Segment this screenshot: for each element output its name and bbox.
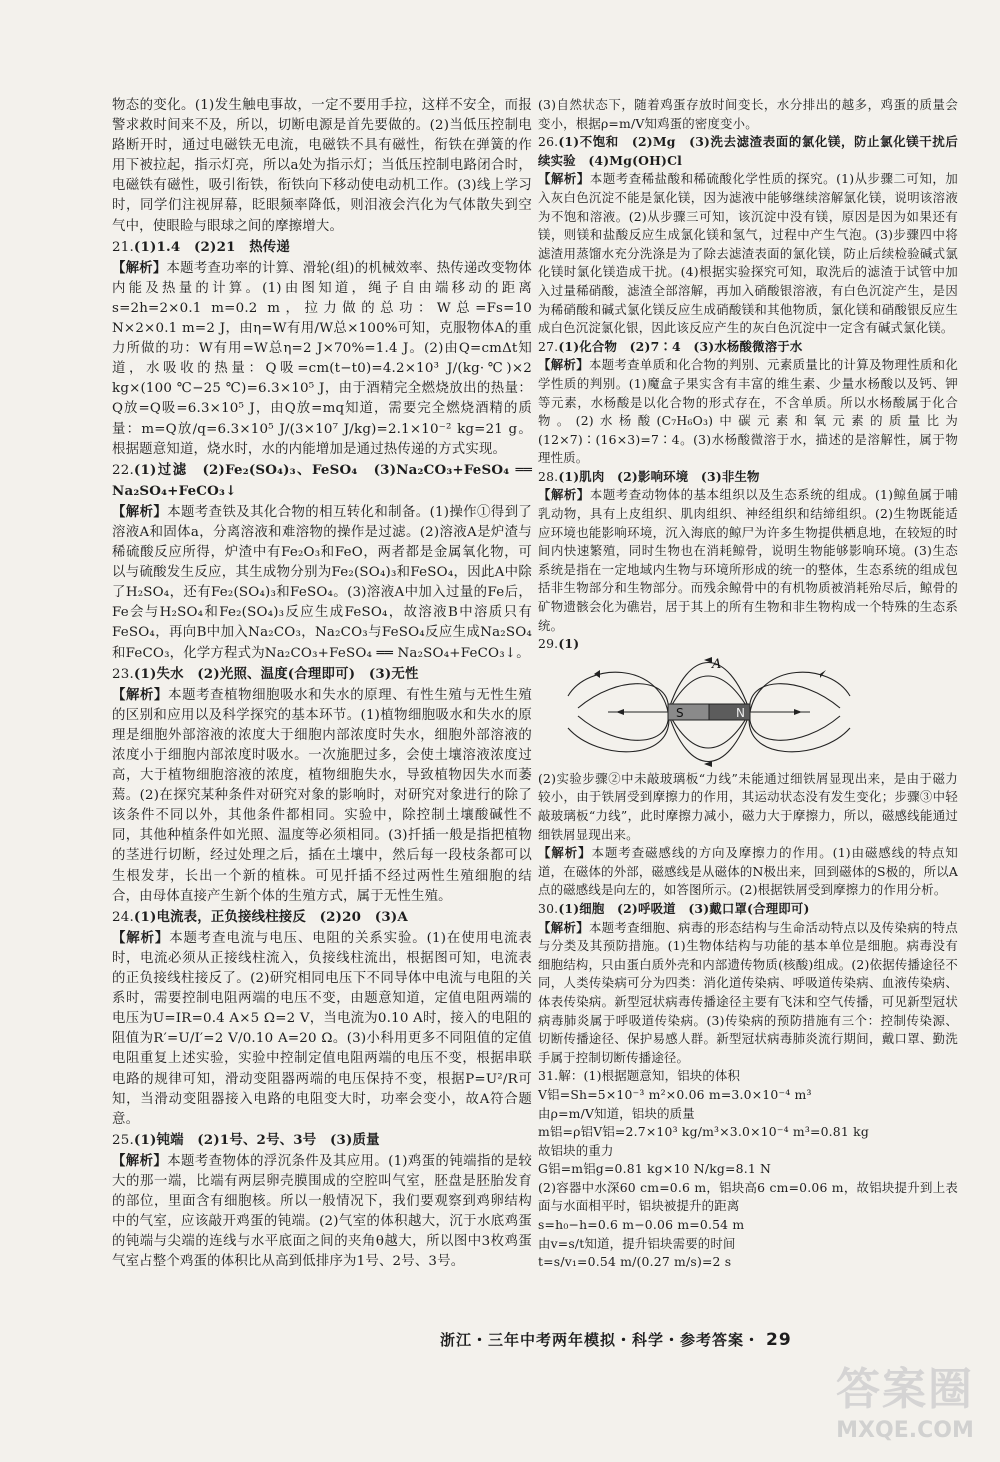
q22-number: 22. [112,462,134,478]
q24-answer: (1)电流表，正负接线柱接反 (2)20 (3)A [133,908,408,925]
q26-answer: (1)不饱和 (2)Mg (3)洗去滤渣表面的氯化镁，防止氯化镁干扰后续实验 (4)Mg(OH)Cl [538,134,958,168]
q20-continuation: 物态的变化。(1)发生触电事故，一定不要用手拉，这样不安全，而报警求救时间来不及，所以，切断电源是首先要做的。(2)当低压控制电路断开时，通过电磁铁无电流，电磁铁不具有磁性，衔铁在弹簧的作用下被拉起，指示灯亮，所以a处为指示灯；当低压控制电路闭合时，电磁铁有磁性，吸引衔铁，衔铁向下移动使电动机工作。(3)线上学习时，同学们注视屏幕，眨眼频率降低，则泪液会汽化为气体散失到空气中，使眼睑与眼球之间的摩擦增大。 [112,98,532,234]
q30-analysis-text: 本题考查细胞、病毒的形态结构与生命活动特点以及传染病的特点与分类及其预防措施。(1)生物体结构与功能的基本单位是细胞。病毒没有细胞结构，只由蛋白质外壳和内部遗传物质(核酸)组成。(2)依据传播途径不同，人类传染病可分为四类：消化道传染病、呼吸道传染病、血液传染病、体表传染病。新型冠状病毒传播途径主要有飞沫和空气传播，可见新型冠状病毒肺炎属于呼吸道传染病。(3)传染病的预防措施有三个：控制传染源、切断传播途径、保护易感人群。新型冠状病毒肺炎流行期间，戴口罩、勤洗手属于控制切断传播途径。 [538,919,958,1065]
q25-analysis-text: 本题考查物体的浮沉条件及其应用。(1)鸡蛋的钝端指的是较大的那一端，比端有两层卵壳膜围成的空腔叫气室，胚盘是胚胎发育的部位，里面含有细胞核。所以一般情况下，我们要观察到鸡卵结构中的气室，应该敲开鸡蛋的钝端。(2)气室的体积越大，沉于水底鸡蛋的钝端与尖端的连线与水平底面之间的夹角θ越大，所以图中3枚鸡蛋气室占整个鸡蛋的体积比从高到低排序为1号、2号、3号。 [112,1153,532,1270]
q31-line: 故铝块的重力 [538,1142,614,1158]
q29-number: 29. [538,636,559,652]
analysis-tag: 【解析】 [112,259,167,276]
analysis-tag: 【解析】 [112,1152,168,1169]
footer-label: 浙江・三年中考两年模拟・科学・参考答案・ [440,1331,761,1349]
q21-answer: (1)1.4 (2)21 热传递 [133,238,290,255]
analysis-tag: 【解析】 [538,919,589,935]
q27-item [538,338,958,357]
pole-s-label: S [676,705,684,720]
q31-line: m铝=ρ铝V铝=2.7×10³ kg/m³×3.0×10⁻⁴ m³=0.81 kg [538,1124,869,1140]
q30-number: 30. [538,900,559,916]
q29-analysis [538,844,958,900]
analysis-tag: 【解析】 [112,686,169,703]
magnet-field-figure [538,656,958,768]
q25-answer: (1)钝端 (2)1号、2号、3号 (3)质量 [133,1131,380,1148]
q31-line: V铝=Sh=5×10⁻³ m²×0.06 m=3.0×10⁻⁴ m³ [538,1086,812,1102]
q24-analysis-text: 本题考查电流与电压、电阻的关系实验。(1)在使用电流表时，电流必须从正接线柱流入，负接线柱流出，根据图可知，电流表的正负接线柱接反了。(2)研究相同电压下不同导体中电流与电阻的关系时，需要控制电阻两端的电压不变，由题意知道，定值电阻两端的电压为U=IR=0.4 A×5 Ω=2 V，当电流为0.10 A时，接入的电阻的阻值为R′=U/I′=2 V/0.10 A=20 Ω。(3)小科用更多不同阻值的定值电阻重复上述实验，实验中控制定值电阻两端的电压不变，根据串联电路的规律可知，滑动变阻器两端的电压保持不变，根据P=U²/R可知，当滑动变阻器接入电路的电阻变大时，功率会变小，故A符合题意。 [112,930,532,1127]
q27-number: 27. [538,338,559,354]
q29-analysis-text: 本题考查磁感线的方向及摩擦力的作用。(1)由磁感线的特点知道，在磁体的外部，磁感线是从磁体的N极出来，回到磁体的S极的，所以A点的磁感线是向左的，如答图所示。(2)根据铁屑受到摩擦力的作用分析。 [538,845,958,898]
q21-analysis [112,258,532,460]
q24-analysis [112,928,532,1130]
q26-number: 26. [538,134,559,150]
q31-line: s=h₀−h=0.6 m−0.06 m=0.54 m [538,1217,745,1233]
q31-line: (2)容器中水深60 cm=0.6 m，铝块高6 cm=0.06 m，故铝块提升到上表面与水面相平时，铝块被提升的距离 [538,1179,958,1214]
q28-item [538,468,958,487]
analysis-tag: 【解析】 [538,845,592,861]
analysis-tag: 【解析】 [538,487,590,503]
q22-answer: (1)过滤 (2)Fe₂(SO₄)₃、FeSO₄ (3)Na₂CO₃+FeSO₄ ══ Na₂SO₄+FeCO₃↓ [112,461,532,499]
pole-n-label: N [736,705,746,720]
q28-analysis [538,486,958,635]
q22-analysis-text: 本题考查铁及其化合物的相互转化和制备。(1)操作①得到了溶液A和固体a，分离溶液和难溶物的操作是过滤。(2)溶液A是炉渣与稀硫酸反应所得，炉渣中有Fe₂O₃和FeO，两者都是金属氧化物，可以与硫酸发生反应，其生成物分别为Fe₂(SO₄)₃和FeSO₄，因此A中除了H₂SO₄，还有Fe₂(SO₄)₃和FeSO₄。(3)溶液A中加入过量的Fe后，Fe会与H₂SO₄和Fe₂(SO₄)₃反应生成FeSO₄，故溶液B中溶质只有FeSO₄，再向B中加入Na₂CO₃，Na₂CO₃与FeSO₄反应生成Na₂SO₄和FeCO₃，化学方程式为Na₂CO₃+FeSO₄ ══ Na₂SO₄+FeCO₃↓。 [112,504,532,661]
q23-answer: (1)失水 (2)光照、温度(合理即可) (3)无性 [133,665,419,682]
q28-number: 28. [538,468,559,484]
page-number: 29 [766,1330,792,1350]
q25-number: 25. [112,1132,134,1148]
q30-analysis [538,919,958,1068]
q27-answer: (1)化合物 (2)7∶4 (3)水杨酸微溶于水 [558,338,803,354]
q28-analysis-text: 本题考查动物体的基本组织以及生态系统的组成。(1)鲸鱼属于哺乳动物，具有上皮组织、肌肉组织、神经组织和结缔组织。(2)生物既能适应环境也能影响环境，沉入海底的鲸尸为许多生物提供栖息地，在较短的时间内快速繁殖，同时生物也在消耗鲸骨，说明生物能够影响环境。(3)生态系统是指在一定地域内生物与环境所形成的统一的整体，生态系统的组成包括非生物部分和生物部分。而残余鲸骨中的有机物质被消耗殆尽后，鲸骨的矿物遗骸会化为礁岩，居于其上的所有生物和非生物构成一个特殊的生态系统。 [538,487,958,633]
q25-continuation: (3)自然状态下，随着鸡蛋存放时间变长，水分排出的越多，鸡蛋的质量会变小，根据ρ=m/V知鸡蛋的密度变小。 [538,97,958,131]
q23-item [112,664,532,685]
q22-item [112,460,532,502]
q27-analysis [538,356,958,468]
q22-analysis [112,502,532,664]
q21-number: 21. [112,239,134,255]
right-column [538,96,958,1272]
bar-magnet-diagram [538,656,958,768]
q23-number: 23. [112,666,134,682]
q26-item [538,133,958,170]
q31-number: 31. [538,1068,559,1084]
point-a-label: A [712,656,722,672]
analysis-tag: 【解析】 [112,503,168,520]
magnet-s-half [668,704,709,720]
q27-analysis-text: 本题考查单质和化合物的判别、元素质量比的计算及物理性质和化学性质的判别。(1)魔盒子果实含有丰富的维生素、少量水杨酸以及钙、钾等元素，水杨酸是以化合物的形式存在，不含单质。所以水杨酸属于化合物。(2)水杨酸(C₇H₆O₃)中碳元素和氧元素的质量比为(12×7)∶(16×3)=7∶4。(3)水杨酸微溶于水，描述的是溶解性，属于物理性质。 [538,357,958,466]
left-column [112,96,532,1272]
q29-part2: (2)实验步骤②中未敲玻璃板“力线”未能通过细铁屑显现出来，是由于磁力较小，由于铁屑受到摩擦力的作用，其运动状态没有发生变化；步骤③中轻敲玻璃板“力线”，此时摩擦力减小，磁力大于摩擦力，所以，磁感线能通过细铁屑显现出来。 [538,770,958,842]
q26-analysis [538,170,958,337]
q23-analysis [112,685,532,907]
q30-item [538,900,958,919]
q28-answer: (1)肌肉 (2)影响环境 (3)非生物 [558,468,760,484]
analysis-tag: 【解析】 [538,171,590,187]
q31-line: 由ρ=m/V知道，铝块的质量 [538,1105,695,1121]
q25-analysis [112,1151,532,1273]
watermark-url: MXQE.COM [836,1418,974,1443]
q25-item [112,1130,532,1151]
site-watermark [820,1362,990,1452]
q21-item [112,237,532,258]
q24-number: 24. [112,909,134,925]
q31-line: 由v=s/t知道，提升铝块需要的时间 [538,1235,736,1251]
q31-line: t=s/v₁=0.54 m/(0.27 m/s)=2 s [538,1254,732,1270]
analysis-tag: 【解析】 [538,357,589,373]
watermark-logo: 答案圈 [836,1364,974,1415]
q23-analysis-text: 本题考查植物细胞吸水和失水的原理、有性生殖与无性生殖的区别和应用以及科学探究的基本环节。(1)植物细胞吸水和失水的原理是细胞外部溶液的浓度大于细胞内部浓度时失水，细胞外部溶液的浓度小于细胞内部浓度时吸水。一次施肥过多，会使土壤溶液浓度过高，大于植物细胞溶液的浓度，植物细胞失水，导致植物因失水而萎蔫。(2)在探究某种条件对研究对象的影响时，对研究对象进行的除了该条件不同以外，其他条件都相同。实验中，除控制土壤酸碱性不同，其他种植条件如光照、温度等必须相同。(3)扦插一般是指把植物的茎进行切断，经过处理之后，插在土壤中，然后每一段枝条都可以生根发芽，长出一个新的植株。可见扦插不经过两性生殖细胞的结合，由母体直接产生新个体的生殖方式，属于无性生殖。 [112,687,532,904]
analysis-tag: 【解析】 [112,929,170,946]
q31-line: G铝=m铝g=0.81 kg×10 N/kg=8.1 N [538,1161,772,1177]
q31-item [538,1067,958,1086]
q29-answer: (1) [558,636,580,652]
q30-answer: (1)细胞 (2)呼吸道 (3)戴口罩(合理即可) [558,900,810,916]
q26-analysis-text: 本题考查稀盐酸和稀硫酸化学性质的探究。(1)从步骤二可知，加入灰白色沉淀不能是氯化镁，因为滤液中能够继续溶解氯化镁，说明该溶液为不饱和溶液。(2)从步骤三可知，该沉淀中没有镁，原因是因为如果还有镁，则镁和盐酸反应生成氯化镁和氢气，过程中产生气泡。(3)步骤四中将滤渣用蒸馏水充分洗涤是为了除去滤渣表面的氯化镁，防止后续检验碱式氯化镁时氯化镁造成干扰。(4)根据实验探究可知，取洗后的滤渣于试管中加入过量稀硝酸，滤渣全部溶解，再加入硝酸银溶液，有白色沉淀产生，是因为稀硝酸和碱式氯化镁反应生成硝酸镁和其他物质，氯化镁和硝酸银反应生成白色沉淀氯化银，因此该反应产生的灰白色沉淀中一定含有碱式氯化镁。 [538,171,958,336]
page-footer [440,1329,840,1350]
q21-analysis-text: 本题考查功率的计算、滑轮(组)的机械效率、热传递改变物体内能及热量的计算。(1)由图知道，绳子自由端移动的距离s=2h=2×0.1 m=0.2 m，拉力做的总功：W总=Fs=10 N×2×0.1 m=2 J，由η=W有用/W总×100%可知，克服物体A的重力所做的功：W有用=W总η=2 J×70%=1.4 J。(2)由Q=cmΔt知道，水吸收的热量：Q吸=cm(t−t0)=4.2×10³ J/(kg·℃)×2 kg×(100 ℃−25 ℃)=6.3×10⁵ J，由于酒精完全燃烧放出的热量：Q放=Q吸=6.3×10⁵ J，由Q放=mq知道，需要完全燃烧酒精的质量：m=Q放/q=6.3×10⁵ J/(3×10⁷ J/kg)=2.1×10⁻² kg=21 g。根据题意知道，烧水时，水的内能增加是通过热传递的方式实现。 [112,260,532,457]
q31-line-0: 解：(1)根据题意知，铝块的体积 [558,1068,741,1084]
q24-item [112,907,532,928]
q29-item [538,635,958,654]
